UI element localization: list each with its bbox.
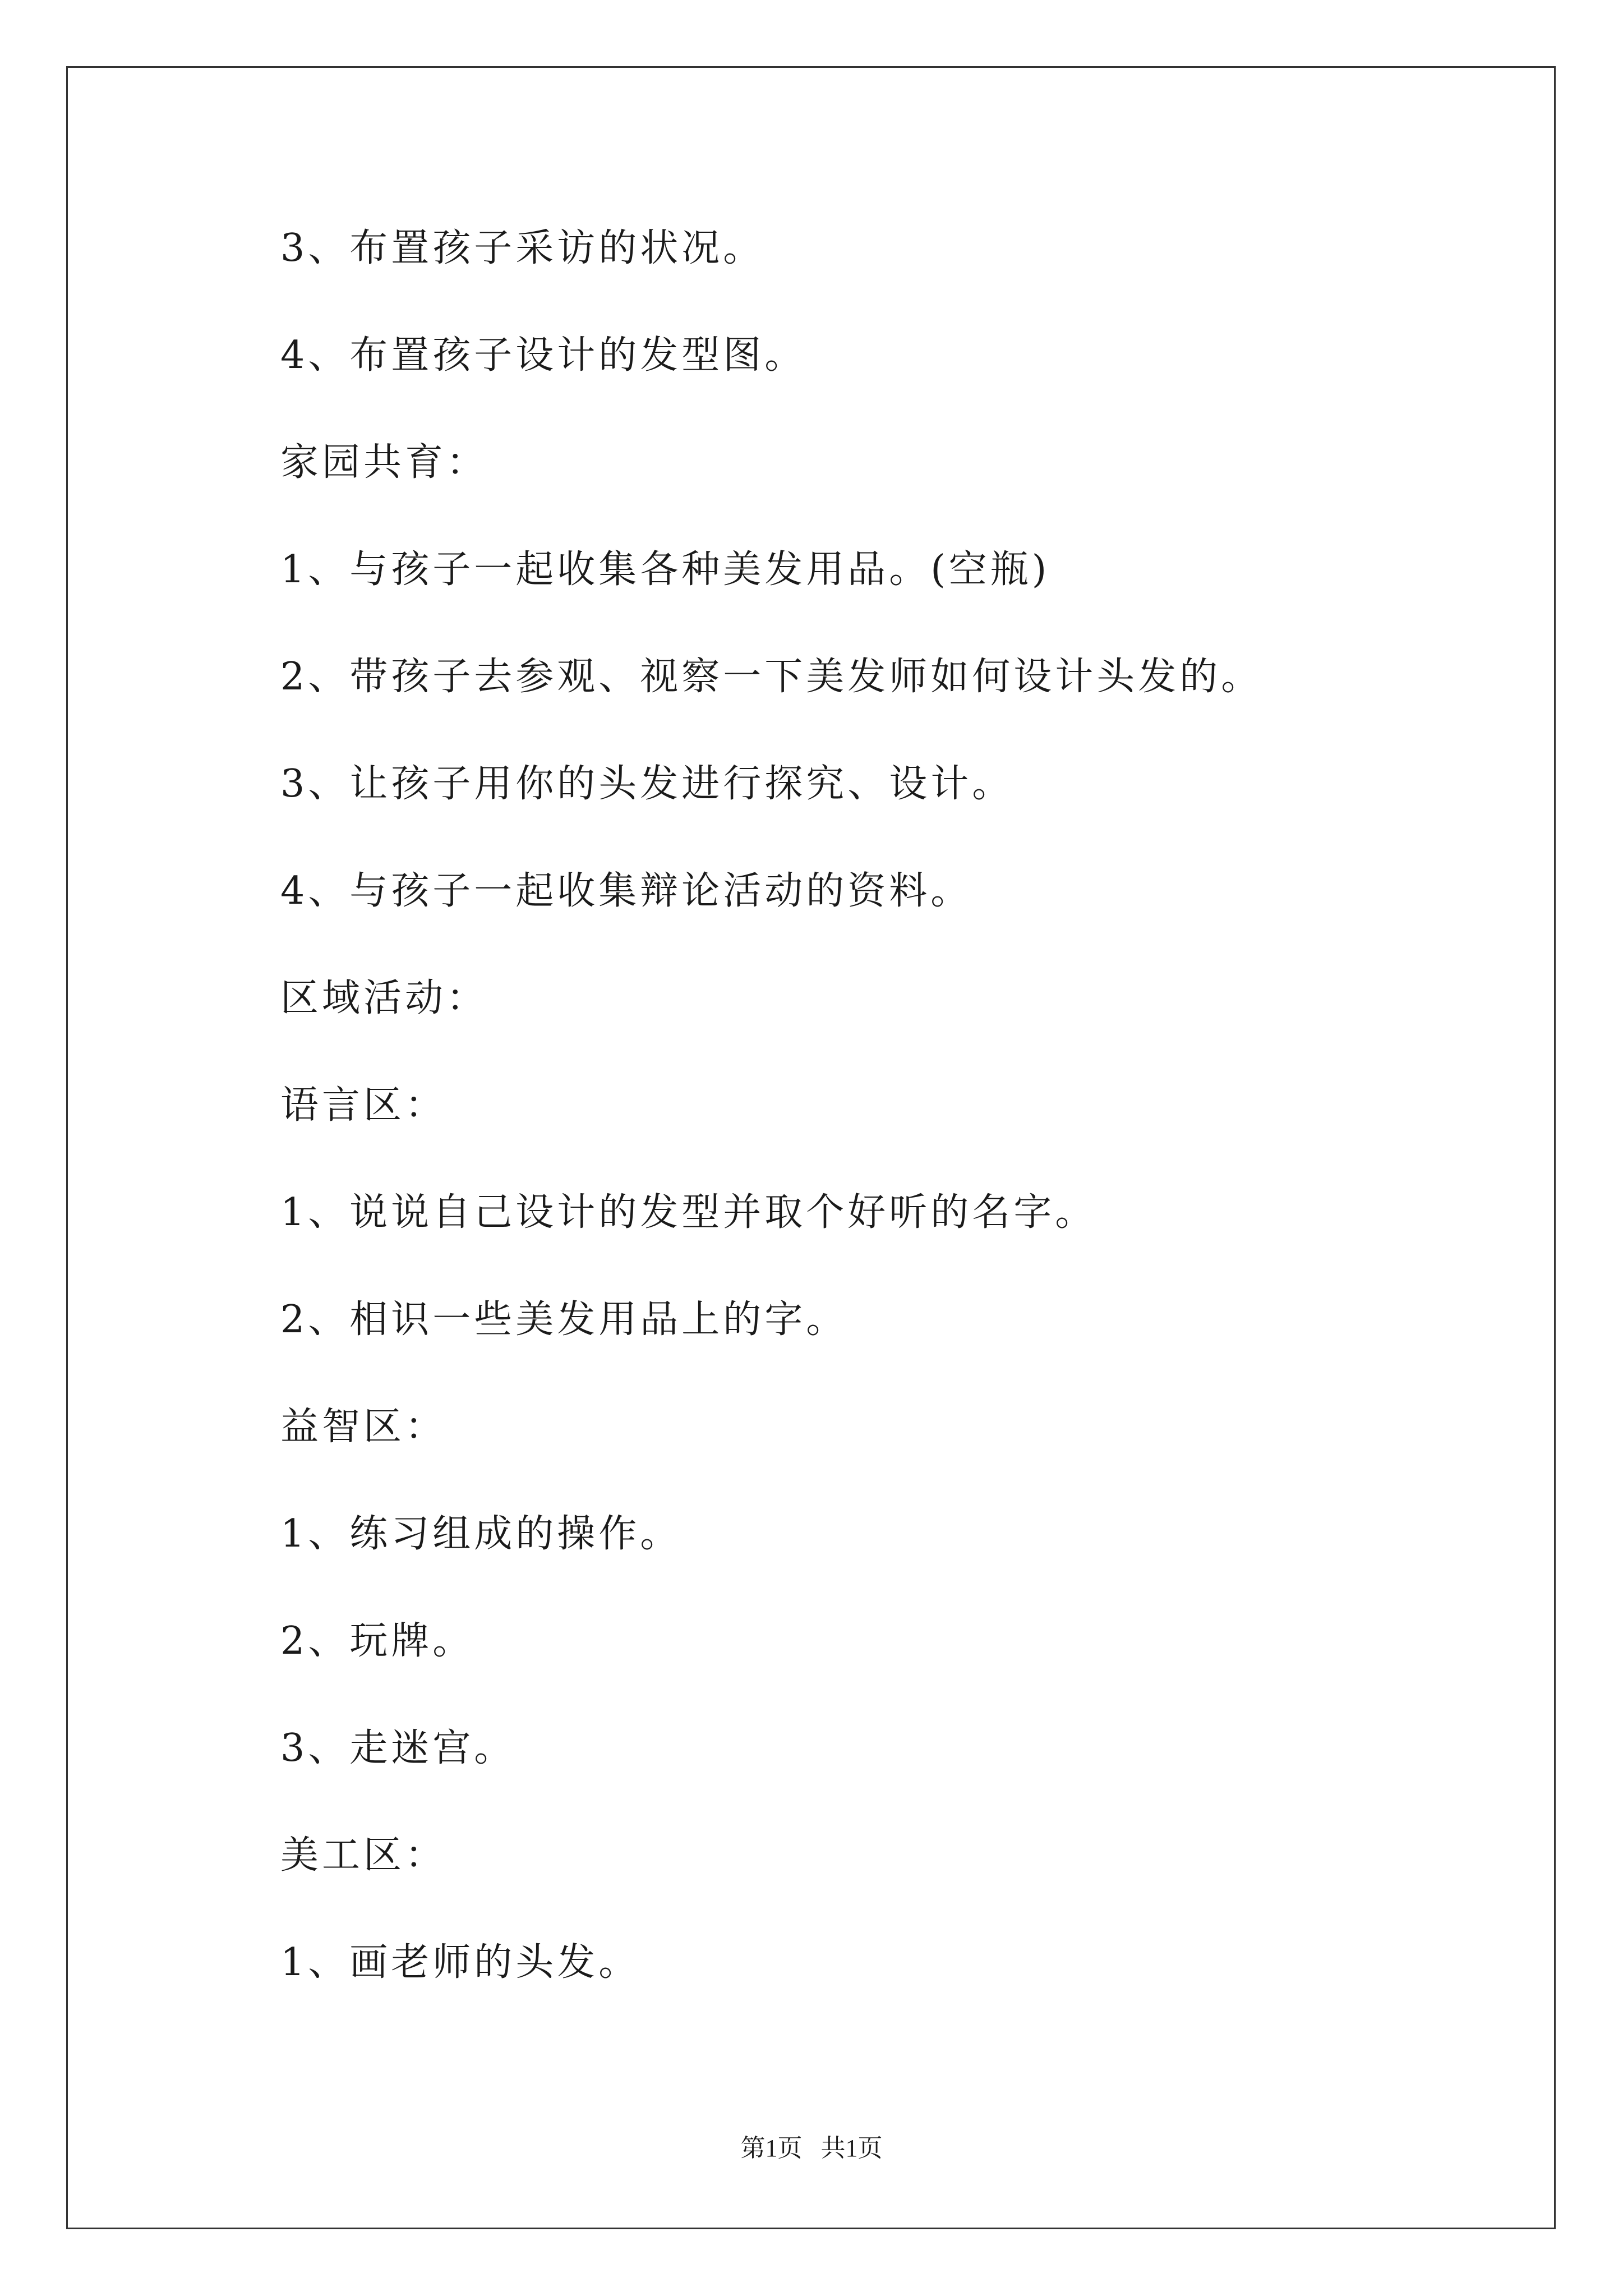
text-line: 1、说说自己设计的发型并取个好听的名字。 [280,1190,1097,1235]
text-line: 2、带孩子去参观、视察一下美发师如何设计头发的。 [280,655,1263,699]
document-body [280,222,1486,2043]
text-line: 2、玩牌。 [280,1619,474,1663]
text-line: 1、画老师的头发。 [280,1940,640,1985]
subsection-heading: 益智区： [280,1405,447,1449]
text-line: 4、与孩子一起收集辩论活动的资料。 [280,869,972,913]
section-heading: 区域活动： [280,976,488,1020]
text-line: 3、布置孩子采访的状况。 [280,226,765,270]
text-line: 3、让孩子用你的头发进行探究、设计。 [280,762,1014,806]
text-line: 1、练习组成的操作。 [280,1512,682,1556]
text-line: 2、相识一些美发用品上的字。 [280,1297,848,1342]
page-footer: 第1页 共1页 [740,2134,883,2162]
subsection-heading: 语言区： [280,1083,447,1128]
subsection-heading: 美工区： [280,1833,447,1878]
text-line: 1、与孩子一起收集各种美发用品。(空瓶) [280,547,1050,592]
text-line: 3、走迷宫。 [280,1726,516,1770]
text-line: 4、布置孩子设计的发型图。 [280,333,806,378]
section-heading: 家园共育： [280,440,488,485]
